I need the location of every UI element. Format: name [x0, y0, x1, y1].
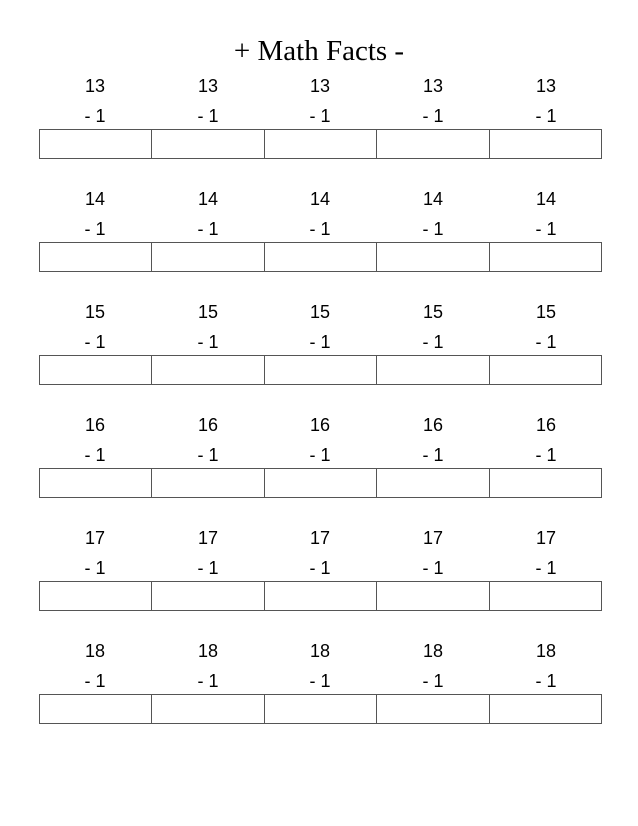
problem-numbers [39, 186, 602, 242]
subtrahend: - 1 [197, 332, 219, 352]
answer-box[interactable] [152, 356, 264, 384]
answer-box[interactable] [265, 582, 377, 610]
subtrahend: - 1 [309, 219, 331, 239]
answer-strip [39, 129, 602, 159]
answer-box[interactable] [40, 356, 152, 384]
answer-box[interactable] [490, 243, 601, 271]
subtrahend: - 1 [422, 332, 444, 352]
minuend: 16 [422, 415, 444, 435]
answer-strip [39, 468, 602, 498]
minuend: 15 [197, 302, 219, 322]
answer-box[interactable] [377, 695, 489, 723]
subtrahend: - 1 [197, 445, 219, 465]
answer-box[interactable] [152, 582, 264, 610]
minuend: 18 [535, 641, 557, 661]
subtrahend: - 1 [84, 558, 106, 578]
worksheet-title: + Math Facts - [233, 35, 405, 67]
answer-box[interactable] [40, 469, 152, 497]
answer-strip [39, 355, 602, 385]
subtrahend: - 1 [309, 106, 331, 126]
answer-box[interactable] [265, 695, 377, 723]
problem-numbers [39, 299, 602, 355]
subtrahend: - 1 [535, 445, 557, 465]
minuend: 16 [84, 415, 106, 435]
minuend: 14 [197, 189, 219, 209]
minuend: 16 [309, 415, 331, 435]
answer-box[interactable] [265, 243, 377, 271]
answer-box[interactable] [490, 469, 601, 497]
subtrahend: - 1 [309, 445, 331, 465]
problem-row-4 [39, 412, 602, 525]
minuend: 13 [84, 76, 106, 96]
answer-box[interactable] [377, 469, 489, 497]
minuend: 15 [535, 302, 557, 322]
answer-box[interactable] [152, 243, 264, 271]
minuend: 13 [535, 76, 557, 96]
subtrahend: - 1 [309, 558, 331, 578]
subtrahend: - 1 [197, 219, 219, 239]
answer-box[interactable] [377, 582, 489, 610]
answer-box[interactable] [490, 130, 601, 158]
subtrahend: - 1 [535, 219, 557, 239]
answer-box[interactable] [490, 582, 601, 610]
subtrahend: - 1 [535, 558, 557, 578]
subtrahend: - 1 [309, 332, 331, 352]
subtrahend: - 1 [84, 445, 106, 465]
subtrahend: - 1 [84, 671, 106, 691]
subtrahend: - 1 [197, 558, 219, 578]
answer-box[interactable] [377, 243, 489, 271]
answer-box[interactable] [490, 356, 601, 384]
minuend: 13 [197, 76, 219, 96]
subtrahend: - 1 [535, 106, 557, 126]
subtrahend: - 1 [84, 219, 106, 239]
answer-box[interactable] [265, 356, 377, 384]
answer-box[interactable] [490, 695, 601, 723]
minuend: 17 [535, 528, 557, 548]
problem-row-5 [39, 525, 602, 638]
answer-box[interactable] [377, 356, 489, 384]
answer-box[interactable] [152, 469, 264, 497]
minuend: 18 [197, 641, 219, 661]
problem-row-6 [39, 638, 602, 751]
minuend: 15 [84, 302, 106, 322]
minuend: 18 [84, 641, 106, 661]
answer-box[interactable] [152, 695, 264, 723]
minuend: 17 [84, 528, 106, 548]
minuend: 17 [197, 528, 219, 548]
minuend: 18 [309, 641, 331, 661]
minuend: 14 [309, 189, 331, 209]
subtrahend: - 1 [197, 671, 219, 691]
minuend: 14 [535, 189, 557, 209]
minuend: 13 [422, 76, 444, 96]
subtrahend: - 1 [535, 671, 557, 691]
problem-row-2 [39, 186, 602, 299]
subtrahend: - 1 [309, 671, 331, 691]
problem-row-3 [39, 299, 602, 412]
problem-numbers [39, 638, 602, 694]
problem-row-1 [39, 73, 602, 186]
minuend: 17 [309, 528, 331, 548]
problem-numbers [39, 73, 602, 129]
minuend: 18 [422, 641, 444, 661]
minuend: 16 [197, 415, 219, 435]
answer-box[interactable] [40, 582, 152, 610]
minuend: 14 [84, 189, 106, 209]
answer-box[interactable] [40, 243, 152, 271]
answer-box[interactable] [265, 469, 377, 497]
subtrahend: - 1 [84, 332, 106, 352]
minuend: 17 [422, 528, 444, 548]
problem-numbers [39, 412, 602, 468]
subtrahend: - 1 [422, 445, 444, 465]
minuend: 16 [535, 415, 557, 435]
subtrahend: - 1 [535, 332, 557, 352]
answer-strip [39, 581, 602, 611]
answer-box[interactable] [265, 130, 377, 158]
subtrahend: - 1 [422, 219, 444, 239]
problem-rows [39, 73, 602, 751]
minuend: 13 [309, 76, 331, 96]
subtrahend: - 1 [197, 106, 219, 126]
minuend: 14 [422, 189, 444, 209]
subtrahend: - 1 [422, 558, 444, 578]
subtrahend: - 1 [422, 671, 444, 691]
minuend: 15 [309, 302, 331, 322]
answer-box[interactable] [152, 130, 264, 158]
problem-numbers [39, 525, 602, 581]
answer-strip [39, 242, 602, 272]
answer-box[interactable] [40, 695, 152, 723]
subtrahend: - 1 [422, 106, 444, 126]
answer-box[interactable] [377, 130, 489, 158]
answer-strip [39, 694, 602, 724]
subtrahend: - 1 [84, 106, 106, 126]
answer-box[interactable] [40, 130, 152, 158]
minuend: 15 [422, 302, 444, 322]
